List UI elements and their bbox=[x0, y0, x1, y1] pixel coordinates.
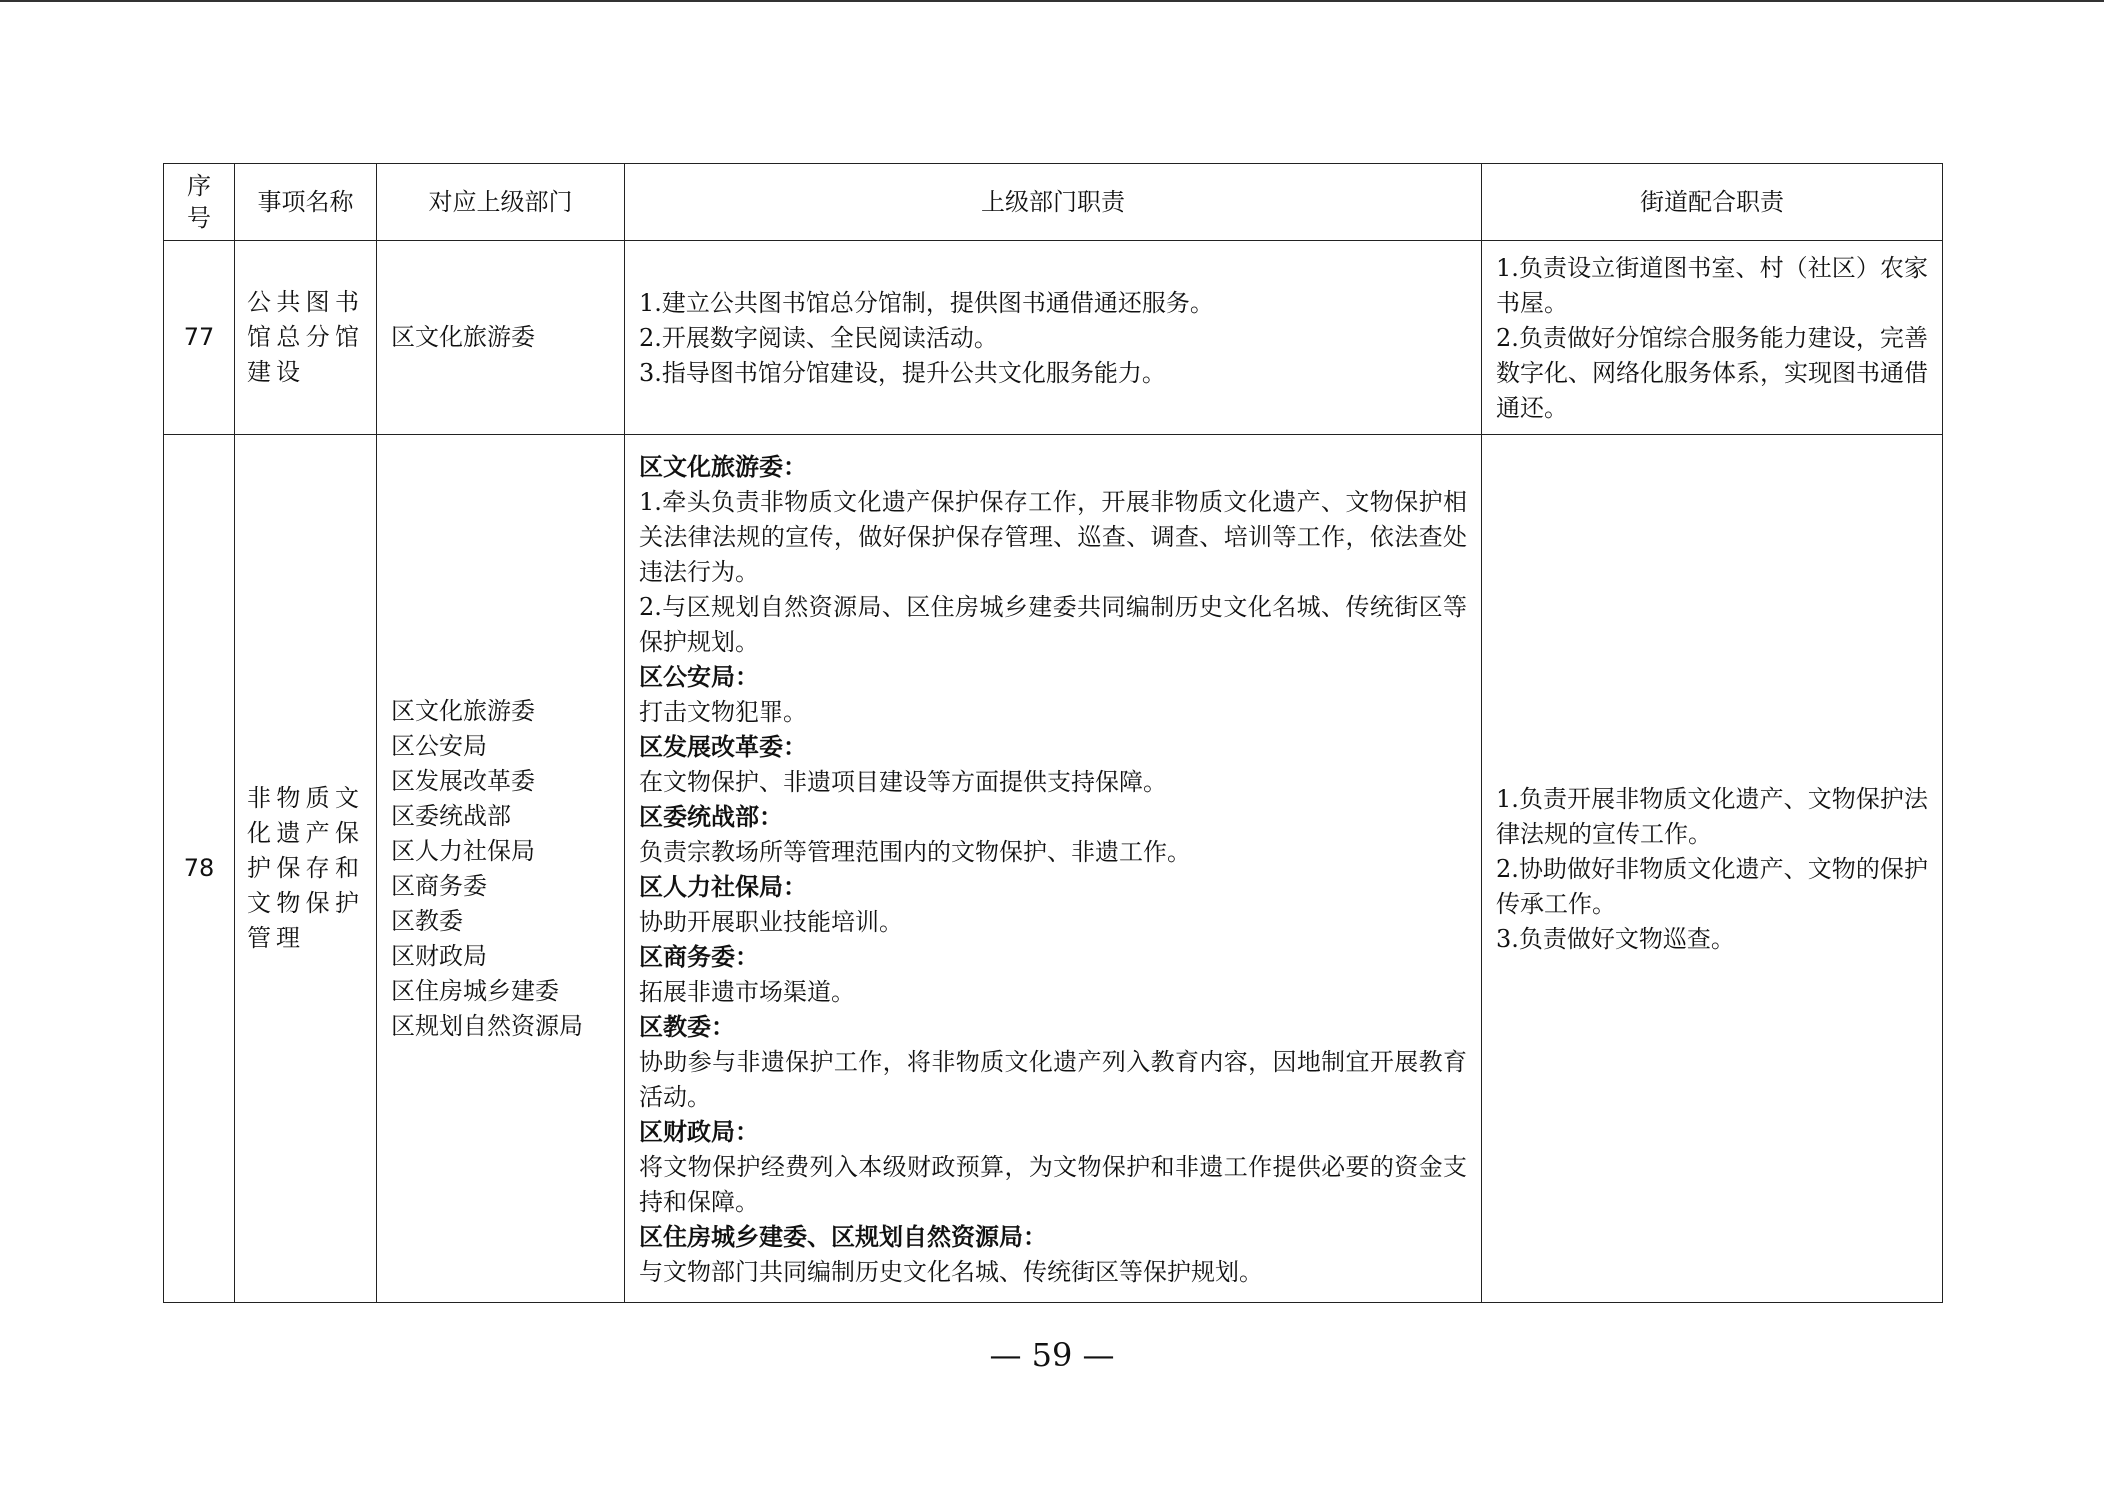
table-body bbox=[164, 241, 1943, 1303]
duty-paragraph: 2.与区规划自然资源局、区住房城乡建委共同编制历史文化名城、传统街区等保护规划。 bbox=[639, 592, 1467, 656]
row-seq: 78 bbox=[164, 435, 235, 1303]
street-duty-paragraph: 2.协助做好非物质文化遗产、文物的保护传承工作。 bbox=[1496, 855, 1928, 918]
table-row bbox=[164, 241, 1943, 435]
duty-table bbox=[163, 163, 1943, 1303]
duty-paragraph: 3.指导图书馆分馆建设，提升公共文化服务能力。 bbox=[639, 359, 1166, 387]
duty-paragraph: 协助开展职业技能培训。 bbox=[639, 907, 903, 936]
street-duty-paragraph: 3.负责做好文物巡查。 bbox=[1496, 925, 1735, 953]
department-name: 区住房城乡建委 bbox=[391, 976, 559, 1005]
row-item-name: 非物质文化遗产保护保存和文物保护管理 bbox=[235, 435, 377, 1303]
duty-department-heading: 区委统战部： bbox=[639, 802, 783, 831]
header-upper-duty: 上级部门职责 bbox=[625, 164, 1482, 241]
duty-paragraph: 拓展非遗市场渠道。 bbox=[639, 977, 855, 1006]
duty-paragraph: 与文物部门共同编制历史文化名城、传统街区等保护规划。 bbox=[639, 1257, 1263, 1286]
street-duty-paragraph: 1.负责设立街道图书室、村（社区）农家书屋。 bbox=[1496, 254, 1928, 317]
header-item-name: 事项名称 bbox=[235, 164, 377, 241]
header-dept: 对应上级部门 bbox=[377, 164, 625, 241]
page-number: — 59 — bbox=[989, 1336, 1115, 1374]
duty-department-heading: 区文化旅游委： bbox=[639, 452, 807, 481]
top-border-rule bbox=[0, 0, 2104, 2]
department-name: 区商务委 bbox=[391, 871, 487, 900]
department-name: 区公安局 bbox=[391, 731, 487, 760]
duty-paragraph: 在文物保护、非遗项目建设等方面提供支持保障。 bbox=[639, 767, 1167, 796]
row-upper-duty bbox=[625, 435, 1482, 1303]
duty-department-heading: 区发展改革委： bbox=[639, 732, 807, 761]
row-street-duty bbox=[1482, 435, 1943, 1303]
row-street-duty bbox=[1482, 241, 1943, 435]
row-upper-duty bbox=[625, 241, 1482, 435]
duty-department-heading: 区教委： bbox=[639, 1012, 735, 1041]
department-name: 区人力社保局 bbox=[391, 836, 535, 865]
duty-paragraph: 协助参与非遗保护工作，将非物质文化遗产列入教育内容，因地制宜开展教育活动。 bbox=[639, 1047, 1467, 1111]
row-departments bbox=[377, 435, 625, 1303]
duty-department-heading: 区住房城乡建委、区规划自然资源局： bbox=[639, 1222, 1047, 1251]
duty-paragraph: 负责宗教场所等管理范围内的文物保护、非遗工作。 bbox=[639, 837, 1191, 866]
table-row bbox=[164, 435, 1943, 1303]
duty-paragraph: 2.开展数字阅读、全民阅读活动。 bbox=[639, 324, 998, 352]
row-departments bbox=[377, 241, 625, 435]
duty-paragraph: 打击文物犯罪。 bbox=[639, 697, 807, 726]
row-item-name: 公共图书馆总分馆建设 bbox=[235, 241, 377, 435]
duty-department-heading: 区公安局： bbox=[639, 662, 759, 691]
duty-paragraph: 1.建立公共图书馆总分馆制，提供图书通借通还服务。 bbox=[639, 289, 1214, 317]
department-name: 区发展改革委 bbox=[391, 766, 535, 795]
department-name: 区文化旅游委 bbox=[391, 696, 535, 725]
department-name: 区文化旅游委 bbox=[391, 323, 535, 351]
row-seq: 77 bbox=[164, 241, 235, 435]
department-name: 区财政局 bbox=[391, 941, 487, 970]
duty-paragraph: 1.牵头负责非物质文化遗产保护保存工作，开展非物质文化遗产、文物保护相关法律法规的宣传，做好保护保存管理、巡查、调查、培训等工作，依法查处违法行为。 bbox=[639, 487, 1467, 586]
street-duty-paragraph: 2.负责做好分馆综合服务能力建设，完善数字化、网络化服务体系，实现图书通借通还。 bbox=[1496, 324, 1928, 422]
table-header-row bbox=[164, 164, 1943, 241]
duty-department-heading: 区商务委： bbox=[639, 942, 759, 971]
street-duty-paragraph: 1.负责开展非物质文化遗产、文物保护法律法规的宣传工作。 bbox=[1496, 785, 1928, 848]
header-seq: 序号 bbox=[164, 164, 235, 241]
department-name: 区教委 bbox=[391, 906, 463, 935]
department-name: 区委统战部 bbox=[391, 801, 511, 830]
header-street-duty: 街道配合职责 bbox=[1482, 164, 1943, 241]
department-name: 区规划自然资源局 bbox=[391, 1011, 583, 1040]
duty-paragraph: 将文物保护经费列入本级财政预算，为文物保护和非遗工作提供必要的资金支持和保障。 bbox=[639, 1152, 1467, 1216]
duty-department-heading: 区财政局： bbox=[639, 1117, 759, 1146]
duty-department-heading: 区人力社保局： bbox=[639, 872, 807, 901]
